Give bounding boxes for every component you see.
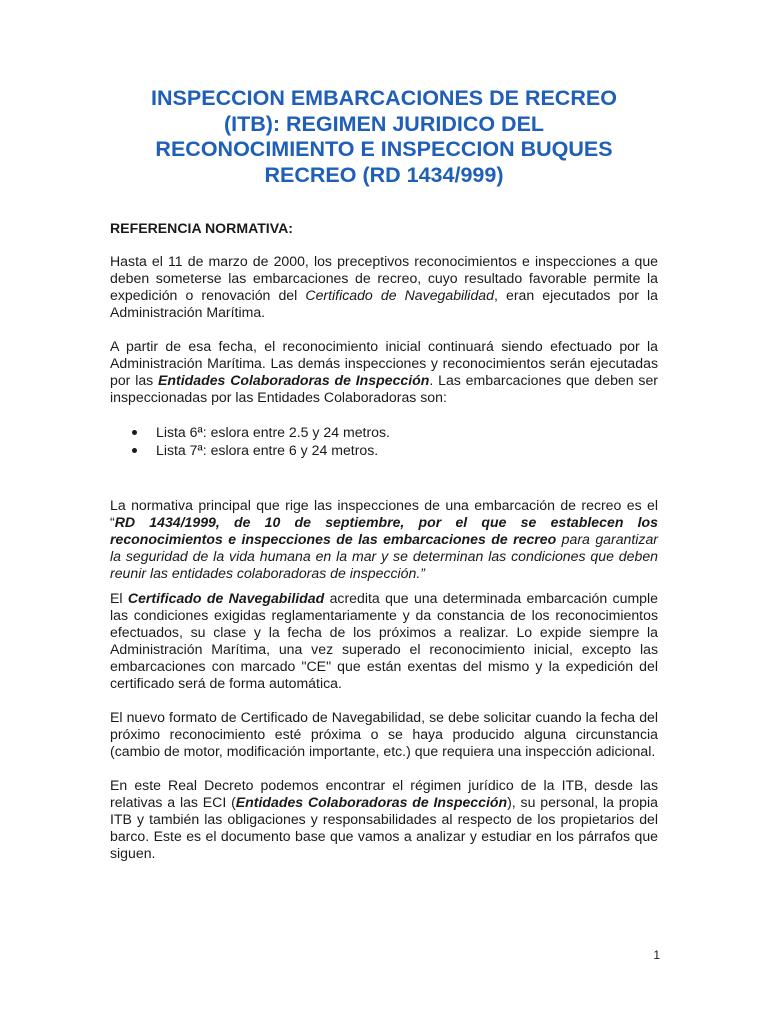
- list-item: [156, 423, 658, 441]
- text-run: A partir de esa fecha, el reconocimiento inicial continuará siendo efectuado por la Administración Marítima. Las demás inspecciones y reconocimientos serán ejecutadas por las: [110, 338, 658, 388]
- title-line: RECREO (RD 1434/999): [264, 162, 504, 187]
- page-number: 1: [653, 948, 660, 962]
- section-heading: REFERENCIA NORMATIVA:: [110, 220, 293, 236]
- list-item: [156, 441, 658, 459]
- list-item-text: Lista 7ª: eslora entre 6 y 24 metros.: [156, 442, 379, 458]
- emphasis-certificado-bold: Certificado de Navegabilidad: [127, 590, 325, 606]
- text-run: acredita que una determinada embarcación cumple las condiciones exigidas reglamentariamente y da constancia de los reconocimientos efectuados, su clase y la fecha de los próximos a realizar. Lo expide siempre la Administración Marítima, una vez superado el reconocimiento inicial, excepto las embarcaciones con marcado "CE" que están exentas del mismo y la expedición del certificado será de forma automática.: [110, 590, 658, 691]
- text-run: Hasta el 11 de marzo de 2000, los preceptivos reconocimientos e inspecciones a que deben someterse las embarcaciones de recreo, cuyo resultado favorable permite la expedición o renovación del: [110, 253, 658, 303]
- bullet-icon: [132, 430, 137, 435]
- bullet-icon: [132, 448, 137, 453]
- paragraph-history: [110, 253, 658, 321]
- paragraph-real-decreto: [110, 777, 658, 862]
- paragraph-formato: El nuevo formato de Certificado de Navegabilidad, se debe solicitar cuando la fecha del próximo reconocimiento esté próxima o se haya producido alguna circunstancia (cambio de motor, modificación importante, etc.) que requiera una inspección adicional.: [110, 709, 658, 759]
- emphasis-rd: RD 1434/1999, de 10 de septiembre, por el que se establecen los reconocimientos e inspecciones de las embarcaciones de recreo: [110, 514, 658, 547]
- paragraph-normativa: [110, 497, 658, 582]
- text-run: . Las embarcaciones que deben ser inspeccionadas por las Entidades Colaboradoras son:: [110, 372, 658, 405]
- paragraph-entidades: [110, 338, 658, 406]
- title-line: RECONOCIMIENTO E INSPECCION BUQUES: [155, 137, 613, 161]
- document-title: [100, 86, 668, 188]
- document-body: [110, 220, 658, 879]
- emphasis-tail: para garantizar la seguridad de la vida humana en la mar y se determinan las condiciones que deben reunir las entidades colaboradoras de inspección.”: [110, 531, 659, 581]
- text-run: La normativa principal que rige las inspecciones de una embarcación de recreo es el “: [110, 497, 658, 530]
- title-line: (ITB): REGIMEN JURIDICO DEL: [223, 111, 545, 136]
- paragraph-certificado: [110, 590, 658, 692]
- title-line: INSPECCION EMBARCACIONES DE RECREO: [151, 86, 617, 110]
- emphasis-certificado: Certificado de Navegabilidad: [305, 287, 494, 303]
- lista-bullets: [110, 423, 658, 459]
- text-run: , eran ejecutados por la Administración Marítima.: [110, 287, 659, 320]
- emphasis-eci: Entidades Colaboradoras de Inspección: [235, 794, 508, 810]
- text-run: En este Real Decreto podemos encontrar el régimen jurídico de la ITB, desde las relativas a las ECI (: [110, 777, 658, 810]
- emphasis-entidades: Entidades Colaboradoras de Inspección: [158, 372, 430, 388]
- text-run: ), su personal, la propia ITB y también las obligaciones y responsabilidades al respecto de los propietarios del barco. Este es el documento base que vamos a analizar y estudiar en los párrafos que siguen.: [110, 794, 658, 861]
- text-run: El: [110, 590, 128, 606]
- list-item-text: Lista 6ª: eslora entre 2.5 y 24 metros.: [156, 424, 390, 440]
